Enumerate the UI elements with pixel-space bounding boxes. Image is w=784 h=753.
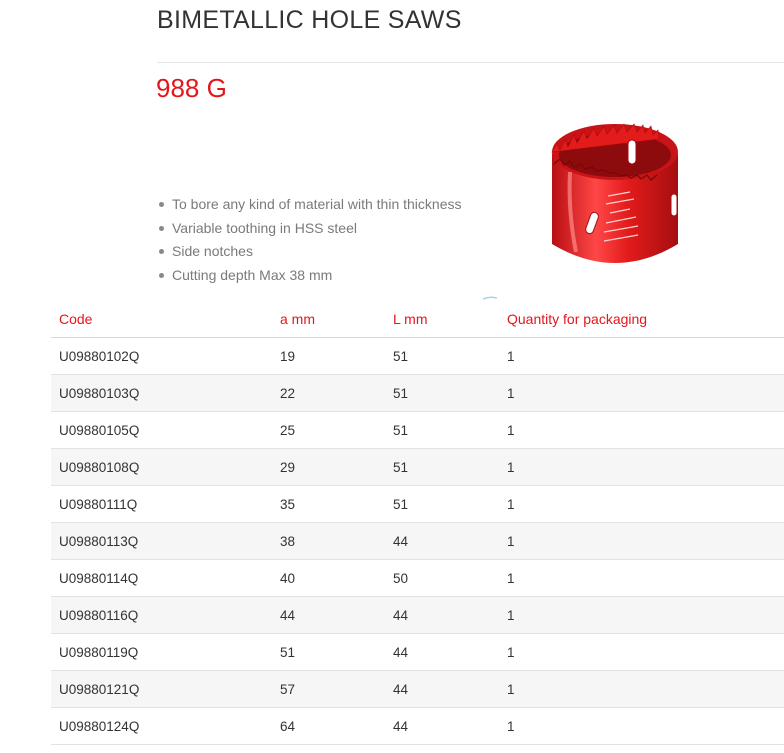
cell-a: 22 <box>272 375 385 412</box>
cell-a: 29 <box>272 449 385 486</box>
table-row <box>51 523 784 560</box>
cell-l: 44 <box>385 597 499 634</box>
feature-text: Side notches <box>172 243 253 260</box>
feature-text: Cutting depth Max 38 mm <box>172 267 333 284</box>
cell-code: U09880119Q <box>51 634 272 671</box>
table-row <box>51 708 784 745</box>
table-row <box>51 634 784 671</box>
page-title: BIMETALLIC HOLE SAWS <box>157 6 462 34</box>
table-row <box>51 338 784 375</box>
table-row <box>51 375 784 412</box>
column-header-code[interactable]: Code <box>51 300 272 338</box>
cell-a: 57 <box>272 671 385 708</box>
cell-a: 40 <box>272 560 385 597</box>
cell-a: 44 <box>272 597 385 634</box>
cell-code: U09880103Q <box>51 375 272 412</box>
feature-item <box>157 217 461 241</box>
cell-a: 51 <box>272 634 385 671</box>
cell-qty: 1 <box>499 486 784 523</box>
column-header-a-mm[interactable]: a mm <box>272 300 385 338</box>
table-row <box>51 560 784 597</box>
feature-item <box>157 193 461 217</box>
feature-item <box>157 264 461 288</box>
cell-l: 44 <box>385 671 499 708</box>
cell-a: 38 <box>272 523 385 560</box>
bimetallic-hole-saw-image <box>540 112 690 282</box>
feature-text: Variable toothing in HSS steel <box>172 219 357 236</box>
feature-list <box>157 193 461 288</box>
feature-item <box>157 240 461 264</box>
cell-l: 51 <box>385 449 499 486</box>
table-row <box>51 412 784 449</box>
cell-qty: 1 <box>499 338 784 375</box>
bullet-icon <box>159 202 164 207</box>
table-header-row <box>51 300 784 338</box>
cell-l: 51 <box>385 375 499 412</box>
bullet-icon <box>159 273 164 278</box>
cell-code: U09880108Q <box>51 449 272 486</box>
table-row <box>51 671 784 708</box>
cell-code: U09880124Q <box>51 708 272 745</box>
cell-l: 44 <box>385 634 499 671</box>
cell-qty: 1 <box>499 597 784 634</box>
cell-l: 44 <box>385 523 499 560</box>
cell-l: 51 <box>385 486 499 523</box>
cell-qty: 1 <box>499 671 784 708</box>
cell-qty: 1 <box>499 634 784 671</box>
table-row <box>51 486 784 523</box>
feature-text: To bore any kind of material with thin thickness <box>172 196 462 212</box>
cell-l: 44 <box>385 708 499 745</box>
cell-l: 50 <box>385 560 499 597</box>
product-code: 988 G <box>156 73 227 103</box>
title-divider <box>157 62 784 63</box>
cell-a: 25 <box>272 412 385 449</box>
cell-a: 19 <box>272 338 385 375</box>
cell-qty: 1 <box>499 708 784 745</box>
cell-code: U09880111Q <box>51 486 272 523</box>
cell-a: 64 <box>272 708 385 745</box>
cell-code: U09880121Q <box>51 671 272 708</box>
cell-qty: 1 <box>499 449 784 486</box>
table-row <box>51 449 784 486</box>
spec-table <box>51 300 784 745</box>
column-header-quantity[interactable]: Quantity for packaging <box>499 300 784 338</box>
bullet-icon <box>159 249 164 254</box>
cell-l: 51 <box>385 338 499 375</box>
cell-code: U09880116Q <box>51 597 272 634</box>
cell-code: U09880102Q <box>51 338 272 375</box>
column-header-l-mm[interactable]: L mm <box>385 300 499 338</box>
product-image <box>540 112 690 282</box>
cell-qty: 1 <box>499 560 784 597</box>
table-row <box>51 597 784 634</box>
bullet-icon <box>159 226 164 231</box>
cell-l: 51 <box>385 412 499 449</box>
cell-qty: 1 <box>499 375 784 412</box>
cell-code: U09880105Q <box>51 412 272 449</box>
cell-qty: 1 <box>499 412 784 449</box>
cell-qty: 1 <box>499 523 784 560</box>
cell-code: U09880114Q <box>51 560 272 597</box>
cell-a: 35 <box>272 486 385 523</box>
cell-code: U09880113Q <box>51 523 272 560</box>
